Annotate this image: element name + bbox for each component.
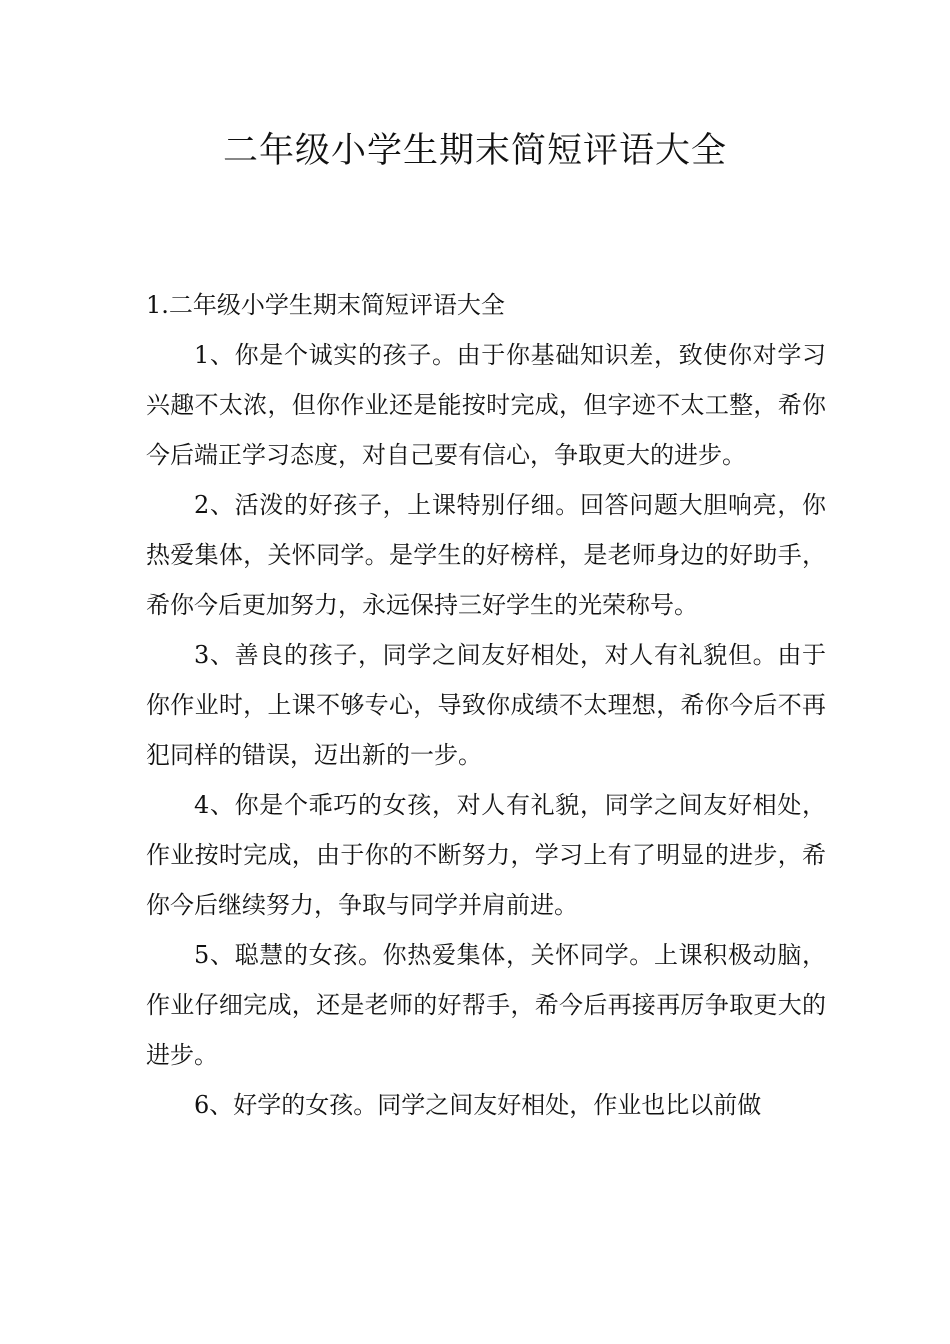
document-title: 二年级小学生期末简短评语大全 <box>222 131 727 171</box>
comment-paragraph-3: 3、善良的孩子，同学之间友好相处，对人有礼貌但。由于你作业时，上课不够专心，导致你成绩不太理想，希你今后不再犯同样的错误，迈出新的一步。 <box>146 641 826 769</box>
comment-paragraph-2: 2、活泼的好孩子，上课特别仔细。回答问题大胆响亮，你热爱集体，关怀同学。是学生的好榜样，是老师身边的好助手，希你今后更加努力，永远保持三好学生的光荣称号。 <box>146 491 826 619</box>
section-heading: 1.二年级小学生期末简短评语大全 <box>146 291 505 319</box>
comment-paragraph-1: 1、你是个诚实的孩子。由于你基础知识差，致使你对学习兴趣不太浓，但你作业还是能按时完成，但字迹不太工整，希你今后端正学习态度，对自己要有信心，争取更大的进步。 <box>146 341 826 469</box>
comment-paragraph-4: 4、你是个乖巧的女孩，对人有礼貌，同学之间友好相处，作业按时完成，由于你的不断努力，学习上有了明显的进步，希你今后继续努力，争取与同学并肩前进。 <box>146 791 826 919</box>
document-body <box>146 280 826 1130</box>
comment-paragraph-5: 5、聪慧的女孩。你热爱集体，关怀同学。上课积极动脑，作业仔细完成，还是老师的好帮手，希今后再接再厉争取更大的进步。 <box>146 941 826 1069</box>
comment-paragraph-6: 6、好学的女孩。同学之间友好相处，作业也比以前做 <box>194 1091 762 1119</box>
